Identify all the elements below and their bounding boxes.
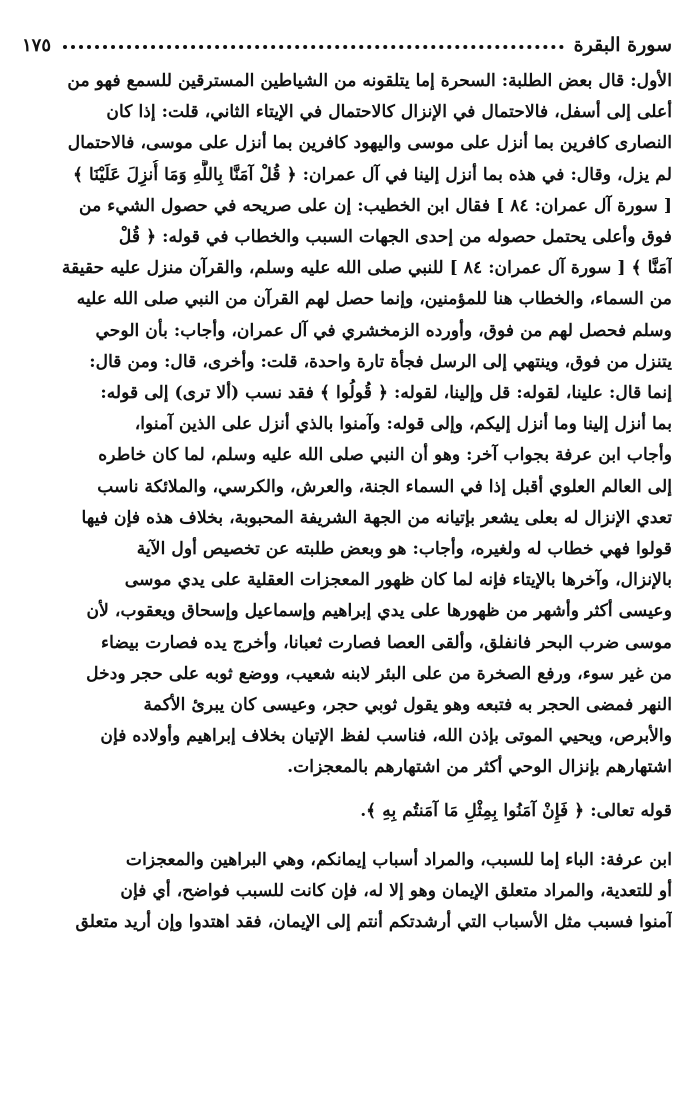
text-line: وعيسى أكثر وأشهر من ظهورها على يدي إبراهيم وإسماعيل وإسحاق ويعقوب، لأن [86,601,672,622]
text-line: اشتهارهم بإنزال الوحي أكثر من اشتهارهم بالمعجزات. [287,757,672,778]
text-line: من السماء، والخطاب هنا للمؤمنين، وإنما حصل لهم القرآن من النبي صلى الله عليه [76,289,672,310]
text-line: بالإنزال، وآخرها بالإيتاء فإنه لما كان ظهور المعجزات العقلية على يدي موسى [124,570,672,591]
text-line: يتنزل من فوق، وينتهي إلى الرسل فجأة تارة واحدة، قلت: وأخرى، قال: ومن قال: [89,351,672,372]
text-line: [ سورة آل عمران: ٨٤ ] فقال ابن الخطيب: إن على صريحه في حصول الشيء من [79,195,672,216]
verse-heading [22,796,672,827]
text-line: قولوا فهي خطاب له ولغيره، وأجاب: هو وبعض طلبته عن تخصيص أول الآية [136,539,672,560]
text-line: وسلم فحصل لهم من فوق، وأورده الزمخشري في آل عمران، وأجاب: بأن الوحي [95,320,672,341]
text-line: ابن عرفة: الباء إما للسبب، والمراد أسباب إيمانكم، وهي البراهين والمعجزات [125,849,672,870]
text-line: موسى ضرب البحر فانفلق، وألقى العصا فصارت ثعبانا، وأخرج يده فصارت بيضاء [101,632,672,653]
text-line: أو للتعدية، والمراد متعلق الإيمان وهو إلا له، فإن كانت للسبب فواضح، أي فإن [120,880,672,901]
text-line: لم يزل، وقال: في هذه بما أنزل إلينا في آل عمران: ﴿ قُلْ آمَنَّا بِاللَّهِ وَمَا أُنزِلَ عَلَيْنَا ﴾ [72,164,672,185]
text-line: النصارى كافرين بما أنزل على موسى واليهود كافرين بما أنزل على موسى، فالاحتمال [67,133,672,154]
page-header [22,30,672,60]
header-dotted-rule [63,45,564,49]
text-line: آمَنَّا ﴾ [ سورة آل عمران: ٨٤ ] للنبي صلى الله عليه وسلم، والقرآن منزل عليه حقيقة [61,258,672,279]
verse-label: قوله تعالى: [590,800,672,821]
text-line: النهر فمضى الحجر به فتبعه وهو يقول ثوبي حجر، وعيسى كان يبرئ الأكمة [143,695,672,716]
text-line: تعدي الإنزال له بعلى يشعر بإتيانه من الجهة الشريفة المحبوبة، بخلاف هذه فإن فيها [81,507,672,528]
page-number: ١٧٥ [22,34,52,56]
text-line: إنما قال: علينا، لقوله: قل وإلينا، لقوله: ﴿ قُولُوا ﴾ فقد نسب (ألا ترى) إلى قوله: [100,383,672,404]
text-line: بما أنزل إلينا وما أنزل إليكم، وإلى قوله: وآمنوا بالذي أنزل على الذين آمنوا، [134,414,672,435]
text-line: الأول: قال بعض الطلبة: السحرة إما يتلقونه من الشياطين المسترقين للسمع فهو من [67,71,672,91]
text-line: فوق وأعلى يحتمل حصوله من إحدى الجهات السبب والخطاب في قوله: ﴿ قُلْ [118,227,672,248]
verse-quote: ﴿ فَإِنْ آمَنُوا بِمِثْلِ مَا آمَنتُم بِهِ ﴾. [360,800,585,821]
text-line: أعلى إلى أسفل، فالاحتمال في الإنزال كالاحتمال في الإيتاء الثاني، قلت: إذا كان [106,102,672,123]
text-line: من غير سوء، ورفع الصخرة من على البئر لابنه شعيب، ووضع ثوبه على حجر ودخل [86,663,672,684]
text-line: وأجاب ابن عرفة بجواب آخر: وهو أن النبي صلى الله عليه وسلم، لما كان خاطره [98,445,672,466]
surah-title: سورة البقرة [573,34,672,56]
text-line: آمنوا فسبب مثل الأسباب التي أرشدتكم أنتم إلى الإيمان، فقد اهتدوا وإن أريد متعلق [75,912,672,933]
commentary-paragraph-1 [22,66,672,784]
text-line: والأبرص، ويحيي الموتى بإذن الله، فناسب لفظ الإتيان بخلاف إبراهيم وأولاده فإن [100,726,672,747]
text-line: إلى العالم العلوي أقبل إذا في السماء الجنة، والعرش، والكرسي، والملائكة ناسب [97,476,672,497]
commentary-paragraph-2 [22,845,672,939]
